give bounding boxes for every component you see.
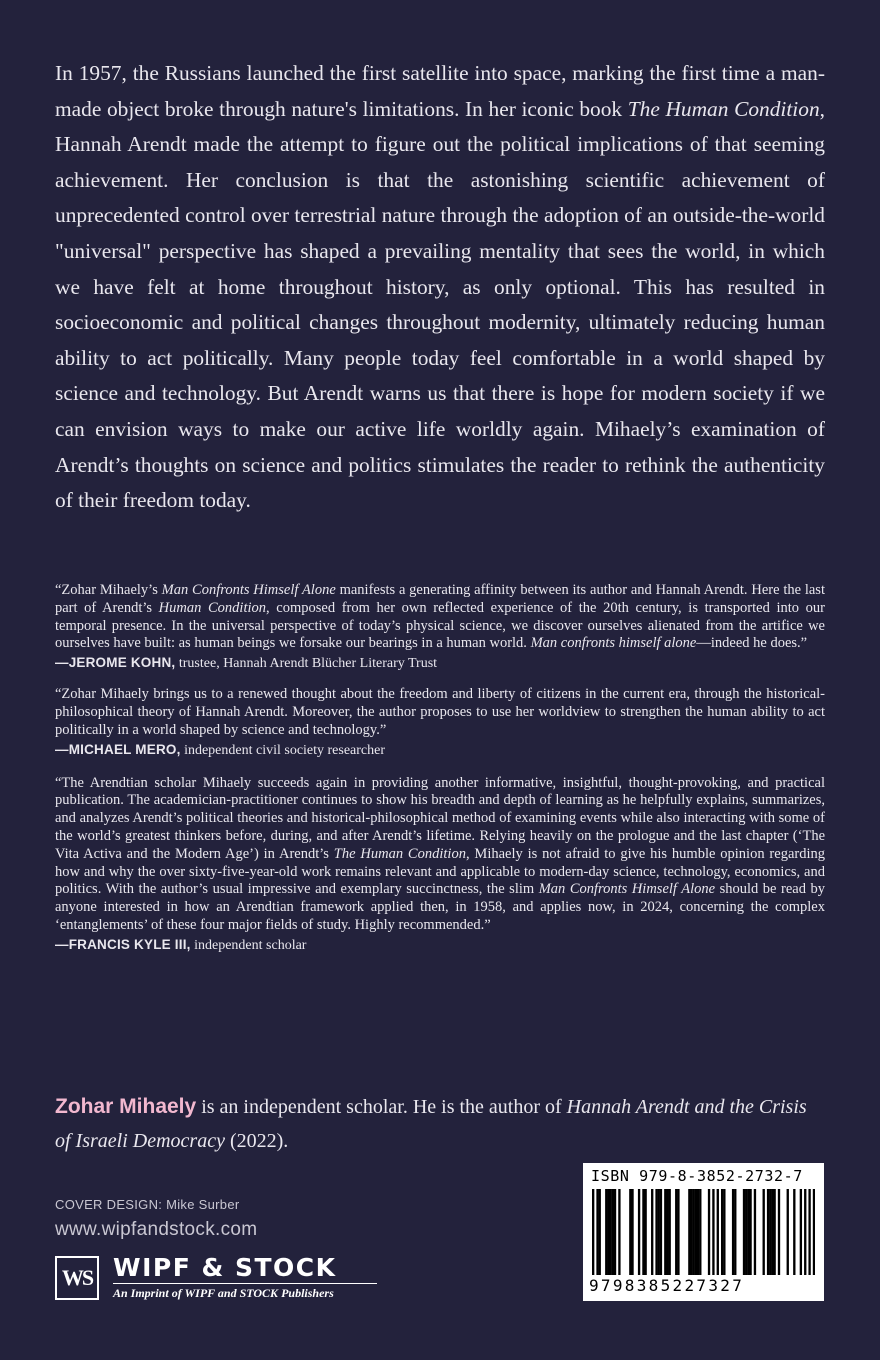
endorsements bbox=[55, 582, 825, 956]
endorsement-mero-quote: “Zohar Mihaely brings us to a renewed thought about the freedom and liberty of citizens in the current era, through the historical-philosophical theory of Hannah Arendt. Moreover, the author proposes to use her worldview to strengthen the human ability to act politically in a world shaped by science and technology.” bbox=[55, 686, 825, 738]
back-cover-blurb bbox=[55, 56, 825, 519]
bio-text: is an independent scholar. He is the author of bbox=[196, 1096, 567, 1118]
quote-text: , composed from her own reflected experience of the 20th century, is transported into our temporal presence. In the universal perspective of today’s physical science, we discover ourselves alienated from the artifice we ourselves have built: as human beings we forsake our bearings in a human world. bbox=[55, 599, 826, 652]
publisher-logo-block bbox=[55, 1254, 385, 1304]
cover-design-credit: COVER DESIGN: Mike Surber bbox=[55, 1197, 240, 1212]
publisher-website: www.wipfandstock.com bbox=[55, 1219, 258, 1240]
bio-book-title: Hannah Arendt and the Crisis of Israeli Democracy bbox=[55, 1096, 807, 1152]
publisher-divider bbox=[113, 1283, 377, 1284]
endorser-name: —FRANCIS KYLE III, bbox=[55, 936, 191, 952]
author-bio bbox=[55, 1090, 825, 1158]
quote-text: “Zohar Mihaely’s bbox=[55, 582, 162, 598]
quote-book-title: Man Confronts Himself Alone bbox=[161, 582, 336, 598]
barcode-digits: 9798385227327 bbox=[589, 1276, 745, 1295]
blurb-part-2: , Hannah Arendt made the attempt to figure out the political implications of that seeming achievement. Her conclusion is that the astonishing scientific achievement of unprecedented control over terrestrial nature through the adoption of an outside-the-world "universal" perspective has shaped a prevailing mentality that sees the world, in which we have felt at home throughout history, as only optional. This has resulted in socioeconomic and political changes throughout modernity, ultimately reducing human ability to act politically. Many people today feel comfortable in a world shaped by science and technology. But Arendt warns us that there is hope for modern society if we can envision ways to make our active life worldly again. Mihaely’s examination of Arendt’s thoughts on science and politics stimulates the reader to rethink the authenticity of their freedom today. bbox=[55, 96, 825, 513]
quote-book-title: The Human Condition bbox=[333, 845, 466, 862]
quote-text: should be read by anyone interested in how an Arendtian framework applied then, in 1958, and applies now, in 2024, concerning the complex ‘entanglements’ of these four major fields of study. Highly recommended.” bbox=[55, 881, 826, 933]
endorsement-mero-attribution bbox=[55, 740, 825, 761]
endorser-role: trustee, Hannah Arendt Blücher Literary Trust bbox=[175, 656, 438, 672]
blurb-book-title: The Human Condition bbox=[627, 96, 820, 121]
publisher-logo-icon: WS bbox=[55, 1256, 99, 1300]
quote-text: “The Arendtian scholar Mihaely succeeds again in providing another informative, insightful, thought-provoking, and practical publication. The academician-practitioner continues to show his breadth and depth of learning as he helpfully explains, summarizes, and analyzes Arendt’s political theories and historical-philosophical method of examining events while also interacting with some of the world’s greatest thinkers before, during, and after Arendt’s lifetime. Relying heavily on the prologue and the last chapter (‘The Vita Activa and the Modern Age’) in Arendt’s bbox=[55, 774, 825, 862]
bio-text: (2022). bbox=[224, 1130, 289, 1152]
barcode-bars-icon bbox=[592, 1189, 815, 1275]
quote-text: manifests a generating affinity between its author and Hannah Arendt. Here the last part of Arendt’s bbox=[55, 582, 825, 616]
endorsement-kyle-quote bbox=[55, 775, 825, 935]
isbn-barcode bbox=[583, 1163, 824, 1301]
author-name: Zohar Mihaely bbox=[55, 1095, 197, 1118]
isbn-label: ISBN 979-8-3852-2732-7 bbox=[591, 1167, 803, 1185]
endorser-name: —JEROME KOHN, bbox=[55, 655, 176, 671]
blurb-part-1: In 1957, the Russians launched the first satellite into space, marking the first time a man-made object broke through nature's limitations. In her iconic book bbox=[55, 61, 825, 121]
endorser-role: independent scholar bbox=[190, 937, 307, 953]
endorsement-kohn-quote bbox=[55, 582, 825, 653]
quote-text: , Mihaely is not afraid to give his humble opinion regarding how and why the over sixty-five-year-old work remains relevant and applicable to modern-day science, technology, economics, and politics. With the author’s usual impressive and exemplary succinctness, the slim bbox=[55, 845, 825, 898]
quote-text: —indeed he does.” bbox=[696, 635, 808, 652]
publisher-imprint: An Imprint of WIPF and STOCK Publishers bbox=[113, 1286, 334, 1300]
endorsement-kohn-attribution bbox=[55, 653, 825, 674]
quote-book-title: Man Confronts Himself Alone bbox=[538, 881, 716, 898]
publisher-name: WIPF & STOCK bbox=[113, 1253, 337, 1282]
quote-book-title: Human Condition bbox=[158, 599, 267, 616]
endorser-name: —MICHAEL MERO, bbox=[55, 741, 181, 757]
endorser-role: independent civil society researcher bbox=[180, 742, 386, 758]
endorsement-kyle-attribution bbox=[55, 935, 825, 956]
quote-book-title: Man confronts himself alone bbox=[530, 635, 697, 652]
